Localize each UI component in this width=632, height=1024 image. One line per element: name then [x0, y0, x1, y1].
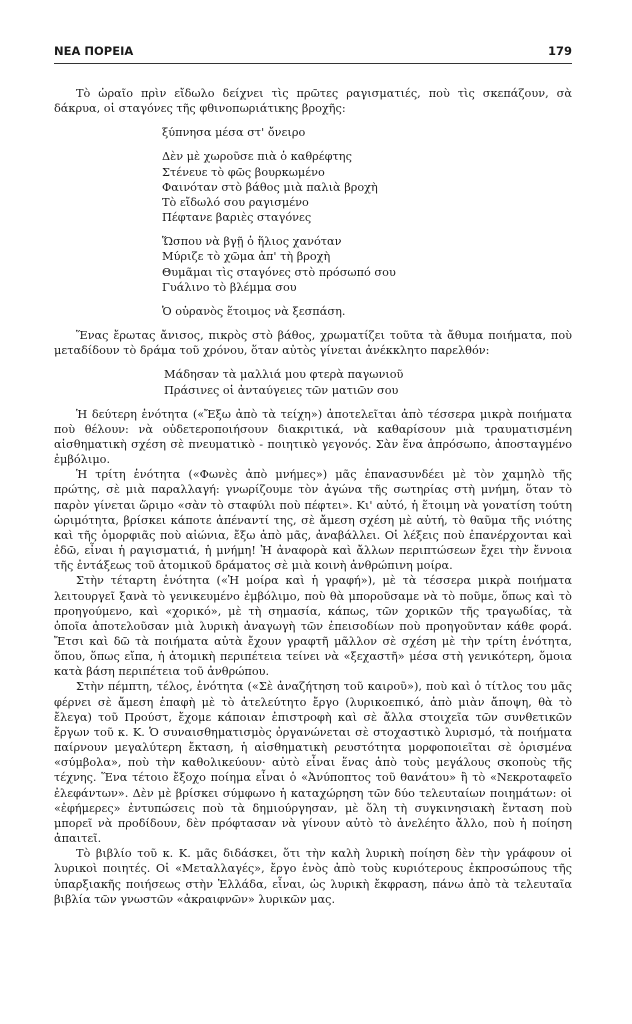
poem-line: Πράσινες οἱ ἀνταύγειες τῶν ματιῶν σου — [164, 383, 399, 397]
paragraph-fifth-section: Στὴν πέμπτη, τέλος, ἑνότητα («Σὲ ἀναζήτηση τοῦ καιροῦ»), ποὺ καὶ ὁ τίτλος του μᾶς φέρνει σὲ ἄμεση ἐπαφὴ μὲ τὸ ἀτελεύτητο ἔργο (λυρικοεπικό, ἀπὸ μιὰν ἄποψη, θὰ τὸ ἔλεγα) τοῦ Προύστ, ἔχομε κάποιαν ἐπιστροφὴ καὶ σὲ ἄλλα στοιχεῖα τῶν συνθετικῶν ἔργων τοῦ κ. Κ. Ὁ συναισθηματισμὸς ὀργανώνεται σὲ στοχαστικὸ λυρισμό, τὰ ποιήματα παίρνουν μεγαλύτερη ἔκταση, ἡ αἰσθηματικὴ ρευστότητα μορφοποιεῖται σὲ ὁρισμένα «σύμβολα», ποὺ τὴν καθολικεύουν· αὐτὸ εἶναι ἕνας ἀπὸ τοὺς μεγάλους σκοποὺς τῆς τέχνης. Ἕνα τέτοιο ἔξοχο ποίημα εἶναι ὁ «Ἀνύποπτος τοῦ θανάτου» ἢ τὸ «Νεκροταφεῖο ἐλεφάντων». Δὲν μὲ βρίσκει σύμφωνο ἡ καταχώρηση τῶν δύο τελευταίων ποιημάτων: οἱ «ἐφήμερες» ἐντυπώσεις ποὺ τὰ δημιούργησαν, μὲ ὅλη τὴ συγκινησιακὴ ἔνταση ποὺ μπορεῖ νὰ προδίδουν, δὲν πρόφτασαν νὰ γίνουν αὐτὸ τὸ ἀνελέητο ἄλλο, ποὺ ἡ ποίηση ἀπαιτεῖ. — [54, 680, 572, 846]
article-body — [54, 86, 572, 907]
poem-quote-2 — [54, 367, 572, 397]
poem-line: Στένευε τὸ φῶς βουρκωμένο — [162, 165, 325, 179]
intro-paragraph: Τὸ ὡραῖο πρὶν εἴδωλο δείχνει τὶς πρῶτες ραγισματιές, ποὺ τὶς σκεπάζουν, σὰ δάκρυα, οἱ σταγόνες τῆς φθινοπωριάτικης βροχῆς: — [54, 87, 572, 116]
poem-line: Πέφτανε βαριὲς σταγόνες — [162, 211, 312, 225]
poem-line: Ὥσπου νὰ βγῇ ὁ ἥλιος χανόταν — [162, 235, 342, 249]
paragraph-fourth-section: Στὴν τέταρτη ἑνότητα («Ἡ μοίρα καὶ ἡ γραφή»), μὲ τὰ τέσσερα μικρὰ ποιήματα λειτουργεῖ ξανὰ τὸ γενικευμένο ἐμβόλιμο, ποὺ θὰ μποροῦσαμε νὰ τὸ ποῦμε, ὅπως καὶ τὸ προηγούμενο, καὶ «χορικό», μὲ τὴ σημασία, κάπως, τῶν χορικῶν τῆς τραγωδίας, τὰ ὁποῖα ἀποτελοῦσαν μιὰ λυρικὴ ἀναγωγὴ τῶν ἐπεισοδίων ποὺ προηγοῦνταν κάθε φορά. Ἔτσι καὶ δῶ τὰ ποιήματα αὐτὰ ἔχουν γραφτῆ μᾶλλον σὲ σχέση μὲ τὴν τρίτη ἑνότητα, ὅπου, ὅπως εἴπα, ἡ ἀτομικὴ περιπέτεια τείνει νὰ «ξεχαστῆ» μέσα στὴ γενικότερη, ὅμοια κατὰ βάση περιπέτεια τοῦ ἀνθρώπου. — [54, 574, 572, 679]
poem-line: Ὁ οὐρανὸς ἕτοιμος νὰ ξεσπάση. — [162, 304, 346, 318]
page-number: 179 — [547, 44, 572, 58]
poem-line: Γυάλινο τὸ βλέμμα σου — [162, 280, 297, 294]
eros-paragraph: Ἕνας ἔρωτας ἄνισος, πικρὸς στὸ βάθος, χρωματίζει τοῦτα τὰ ἄθυμα ποιήματα, ποὺ μεταδίδουν τὸ δράμα τοῦ χρόνου, ὅταν αὐτὸς γίνεται ἀνέκκλητο παρελθόν: — [54, 329, 572, 358]
paragraph-conclusion: Τὸ βιβλίο τοῦ κ. Κ. μᾶς διδάσκει, ὅτι τὴν καλὴ λυρικὴ ποίηση δὲν τὴν γράφουν οἱ λυρικοὶ ποιητές. Οἱ «Μεταλλαγές», ἔργο ἑνὸς ἀπὸ τοὺς κυριότερους ἐκπροσώπους τῆς ὑπαρξιακῆς ποιήσεως στὴν Ἑλλάδα, εἶναι, ὡς λυρικὴ ἔκφραση, πάνω ἀπὸ τὰ τελευταῖα βιβλία τῶν γνωστῶν «ἀκραιφνῶν» λυρικῶν μας. — [54, 847, 572, 906]
poem-line: Μύριζε τὸ χῶμα ἀπ' τὴ βροχὴ — [162, 250, 331, 264]
poem-quote-1 — [54, 125, 572, 319]
paragraph-third-section: Ἡ τρίτη ἑνότητα («Φωνὲς ἀπὸ μνήμες») μᾶς ἐπανασυνδέει μὲ τὸν χαμηλὸ τῆς πρώτης, σὲ μιὰ παραλλαγή: γνωρίζουμε τὸν ἀγώνα τῆς σωτηρίας στὴ μνήμη, ὅταν τὸ παρὸν γίνεται ὥριμο «σὰν τὸ σταφύλι ποὺ πέφτει». Κι' αὐτό, ἡ ἕτοιμη νὰ γονατίση τούτη ὡριμότητα, βρίσκει κάποτε ἀπέναντί της, σὲ ἄμεση σχέση μὲ αὐτή, τὸ θαῦμα τῆς νιότης καὶ τῆς ὁμορφιᾶς ποὺ αἰώνια, ἔξω ἀπὸ μᾶς, ἀναβάλλει. Οἱ λέξεις ποὺ ἐπανέρχονται καὶ ἐδῶ, εἶναι ἡ ραγισματιά, ἡ μνήμη! Ἡ ἀναφορὰ καὶ ἄλλων περιπτώσεων ἔχει τὴν ἔννοια τῆς ἐντάξεως τοῦ ἀτομικοῦ δράματος σὲ μιὰ κοινὴ ἀνθρώπινη μοίρα. — [54, 468, 572, 573]
poem-line: Φαινόταν στὸ βάθος μιὰ παλιὰ βροχὴ — [162, 180, 378, 194]
poem-line: Δὲν μὲ χωροῦσε πιὰ ὁ καθρέφτης — [162, 150, 352, 164]
paragraph-second-section: Ἡ δεύτερη ἑνότητα («Ἔξω ἀπὸ τὰ τείχη») ἀποτελεῖται ἀπὸ τέσσερα μικρὰ ποιήματα ποὺ θέλουν: νὰ οὐδετεροποιήσουν διακριτικά, νὰ καθαρίσουν μιὰ τραυματισμένη αἰσθηματικὴ σχέση σὲ πνευματικὸ - ποιητικὸ γεγονός. Σὰν ἕνα ἀπρόσωπο, ἀποσταγμένο ἐμβόλιμο. — [54, 407, 572, 467]
poem-line: Μάδησαν τὰ μαλλιά μου φτερὰ παγωνιοῦ — [164, 368, 404, 382]
poem-line: Τὸ εἴδωλό σου ραγισμένο — [162, 195, 309, 209]
poem-line: Θυμᾶμαι τὶς σταγόνες στὸ πρόσωπό σου — [162, 265, 396, 279]
journal-title: ΝΕΑ ΠΟΡΕΙΑ — [54, 44, 134, 58]
running-header — [54, 44, 572, 62]
poem-line: ξύπνησα μέσα στ' ὄνειρο — [162, 126, 306, 140]
header-rule — [54, 63, 572, 64]
